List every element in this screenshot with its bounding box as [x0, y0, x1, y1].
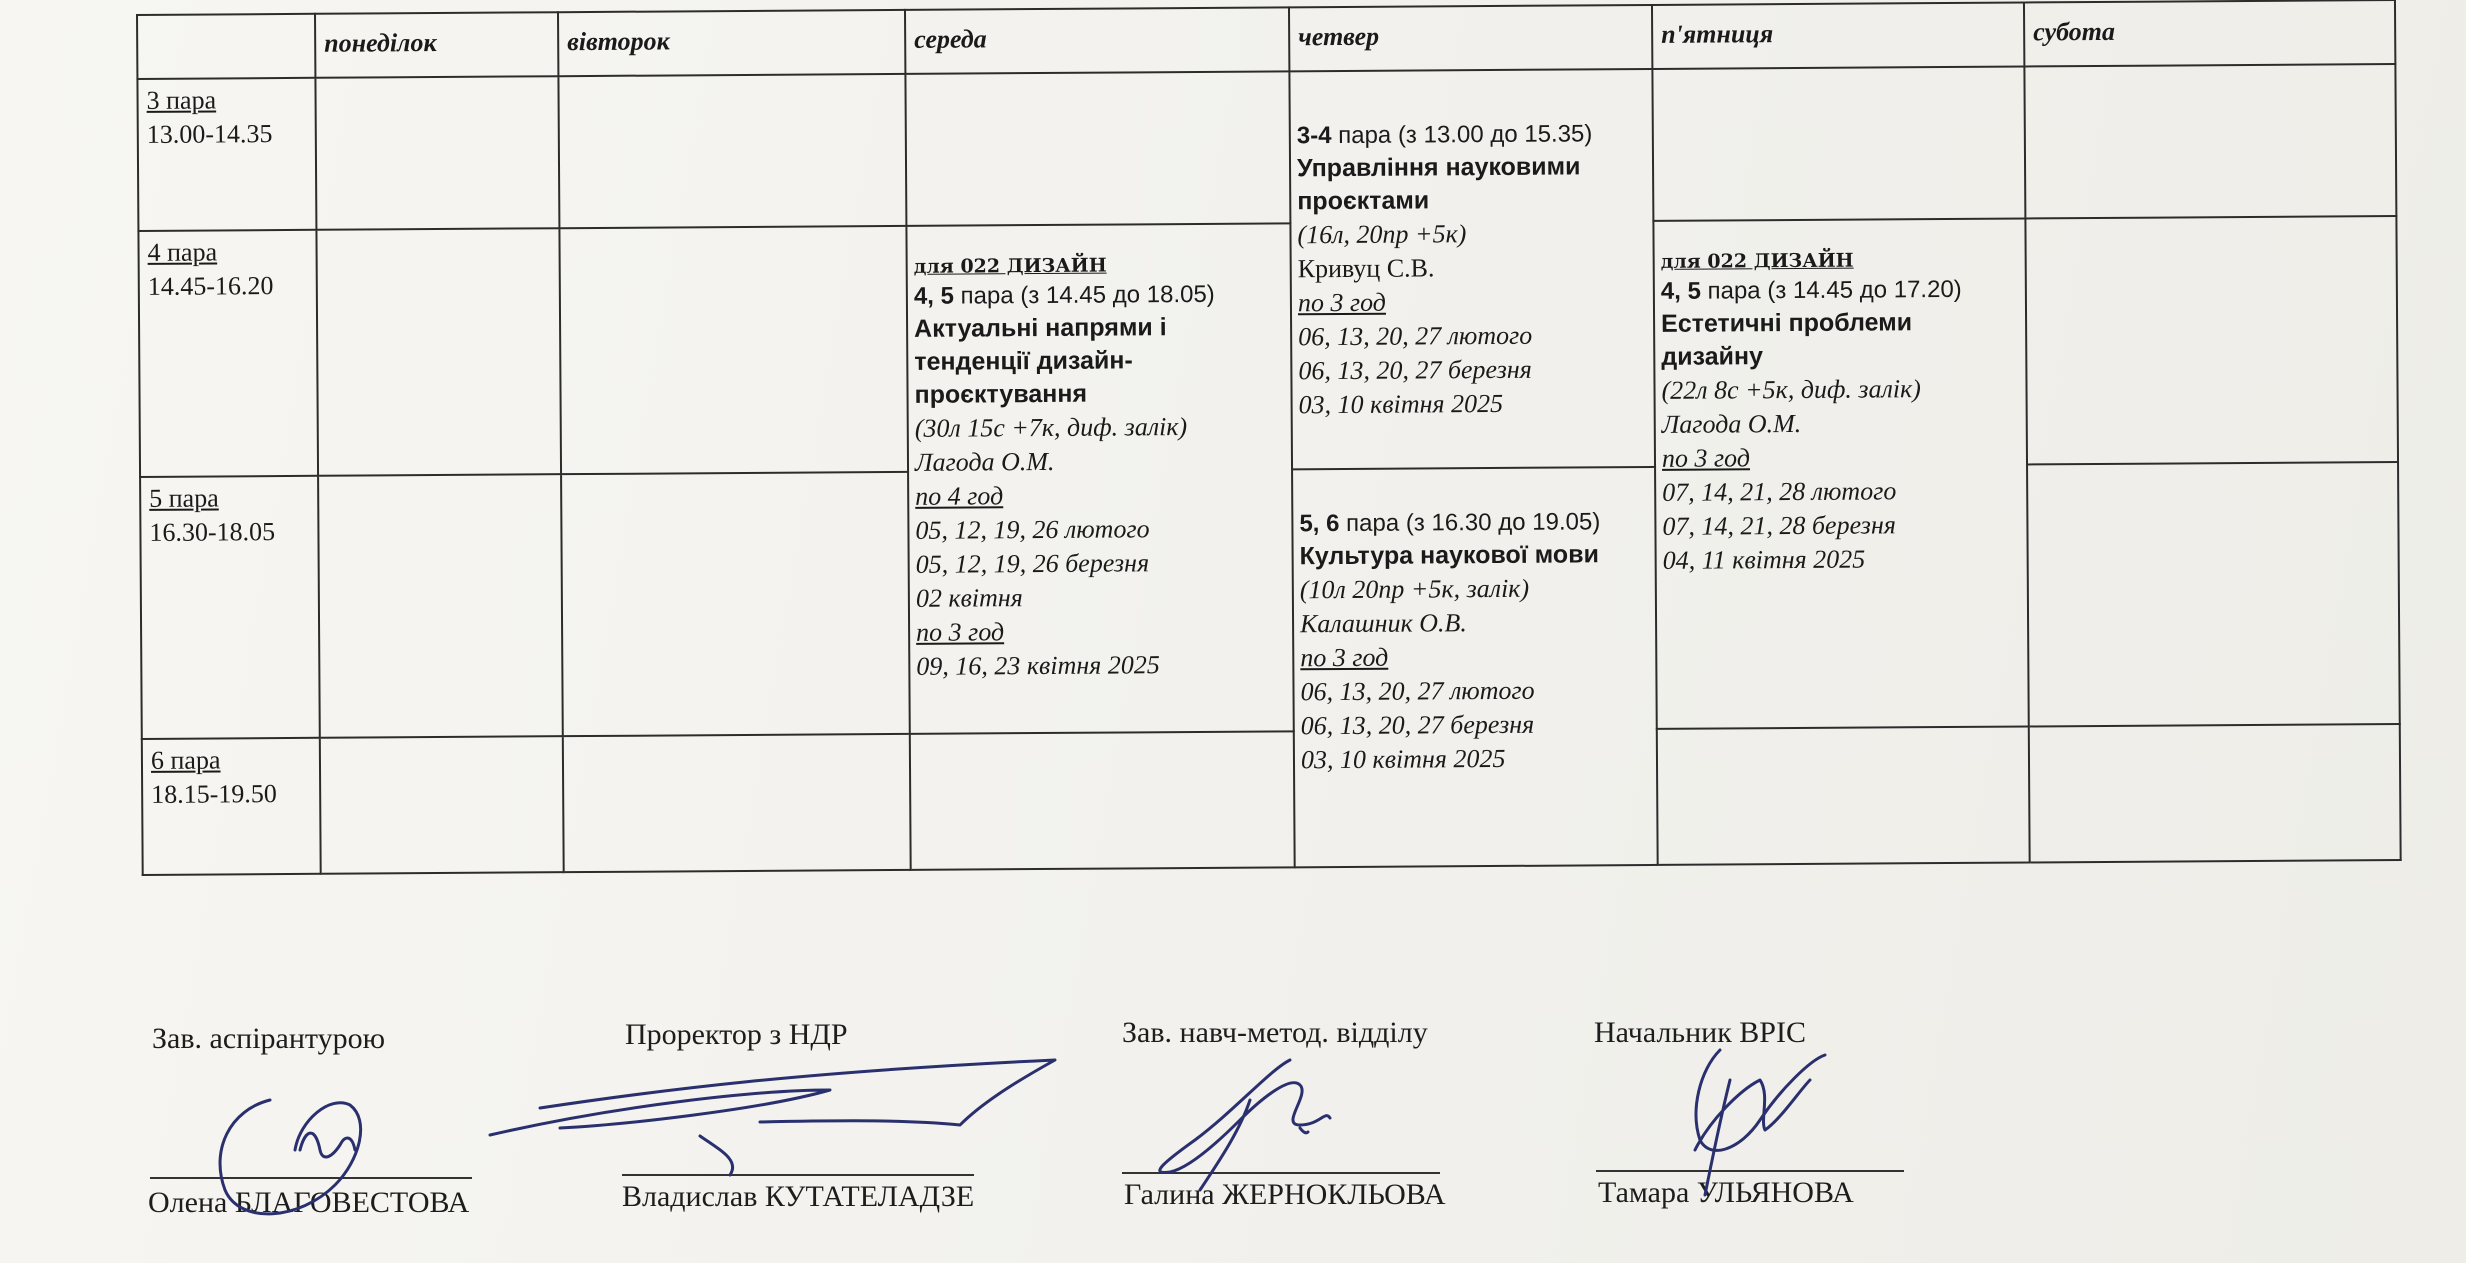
slot-time: 14.45-16.20 — [147, 271, 274, 301]
day-header: понеділок — [315, 12, 558, 78]
day-header: четвер — [1289, 5, 1652, 71]
date-line: 07, 14, 21, 28 березня — [1662, 510, 1896, 541]
slot-time: 13.00-14.35 — [146, 119, 273, 149]
date-line: 04, 11 квітня 2025 — [1662, 544, 1866, 575]
signature-3 — [1160, 1060, 1330, 1190]
group-label: для 022 ДИЗАЙН — [1660, 249, 1854, 273]
date-line: 03, 10 квітня 2025 — [1298, 388, 1504, 420]
hours-info: (30л 15с +7к, диф. залік) — [914, 412, 1188, 443]
subject-title: Актуальні напрями і тенденції дизайн-проєктування — [914, 313, 1167, 409]
date-line: 05, 12, 19, 26 лютого — [915, 514, 1150, 545]
subject-title: Культура наукової мови — [1299, 540, 1599, 571]
signature-1 — [220, 1100, 361, 1214]
signer-title: Зав. навч-метод. відділу — [1122, 1016, 1428, 1049]
hours-per-session: по 3 год — [1297, 287, 1386, 318]
signer-title: Зав. аспірантурою — [152, 1022, 386, 1055]
signer-title: Проректор з НДР — [625, 1018, 848, 1051]
signer-name: Галина ЖЕРНОКЛЬОВА — [1124, 1178, 1446, 1211]
slot-number: 4 пара — [147, 237, 218, 267]
date-line: 05, 12, 19, 26 березня — [915, 548, 1150, 579]
pair-info: 5, 6 пара (з 16.30 до 19.05) — [1299, 508, 1601, 538]
signer-name: Тамара УЛЬЯНОВА — [1598, 1176, 1854, 1209]
hours-info: (22л 8с +5к, диф. залік) — [1661, 374, 1922, 405]
date-line: 06, 13, 20, 27 березня — [1300, 709, 1535, 741]
hours-per-session: по 4 год — [915, 481, 1004, 511]
teacher-name: Кривуц С.В. — [1297, 253, 1435, 284]
day-header: субота — [2024, 0, 2395, 66]
date-line: 03, 10 квітня 2025 — [1300, 743, 1506, 775]
group-label: для 022 ДИЗАЙН — [913, 254, 1107, 278]
hours-per-session: по 3 год — [1300, 642, 1389, 673]
subject-title: Управління науковими проєктами — [1296, 152, 1581, 216]
date-line: 09, 16, 23 квітня 2025 — [916, 650, 1160, 681]
hours-info: (10л 20пр +5к, залік) — [1299, 573, 1530, 605]
signer-title: Начальник ВРІС — [1594, 1016, 1806, 1049]
hours-info: (16л, 20пр +5к) — [1297, 219, 1467, 250]
signer-name: Олена БЛАГОВЕСТОВА — [148, 1186, 470, 1219]
pair-info: 4, 5 пара (з 14.45 до 18.05) — [913, 280, 1215, 310]
signer-name: Владислав КУТАТЕЛАДЗЕ — [622, 1180, 975, 1213]
slot-time: 16.30-18.05 — [149, 517, 276, 547]
teacher-name: Лагода О.М. — [1661, 408, 1802, 439]
teacher-name: Лагода О.М. — [914, 446, 1055, 477]
pair-info: 4, 5 пара (з 14.45 до 17.20) — [1660, 275, 1962, 305]
slot-number: 6 пара — [150, 745, 221, 775]
signature-2 — [490, 1060, 1055, 1175]
day-header: вівторок — [558, 10, 905, 76]
slot-number: 3 пара — [146, 85, 217, 115]
slot-time: 18.15-19.50 — [151, 779, 277, 809]
slot-number: 5 пара — [149, 483, 219, 513]
day-header: п'ятниця — [1652, 2, 2024, 68]
signature-4 — [1695, 1050, 1825, 1195]
hours-per-session: по 3 год — [1661, 443, 1751, 473]
date-line: 06, 13, 20, 27 лютого — [1300, 675, 1535, 707]
date-line: 06, 13, 20, 27 березня — [1298, 354, 1532, 386]
hours-per-session: по 3 год — [916, 617, 1005, 647]
date-line: 06, 13, 20, 27 лютого — [1298, 320, 1533, 352]
day-header: середа — [905, 7, 1289, 74]
date-line: 07, 14, 21, 28 лютого — [1662, 476, 1897, 507]
teacher-name: Калашник О.В. — [1299, 608, 1467, 639]
subject-title: Естетичні проблеми дизайну — [1660, 308, 1913, 371]
date-line: 02 квітня — [915, 583, 1023, 613]
pair-info: 3-4 пара (з 13.00 до 15.35) — [1296, 120, 1593, 150]
